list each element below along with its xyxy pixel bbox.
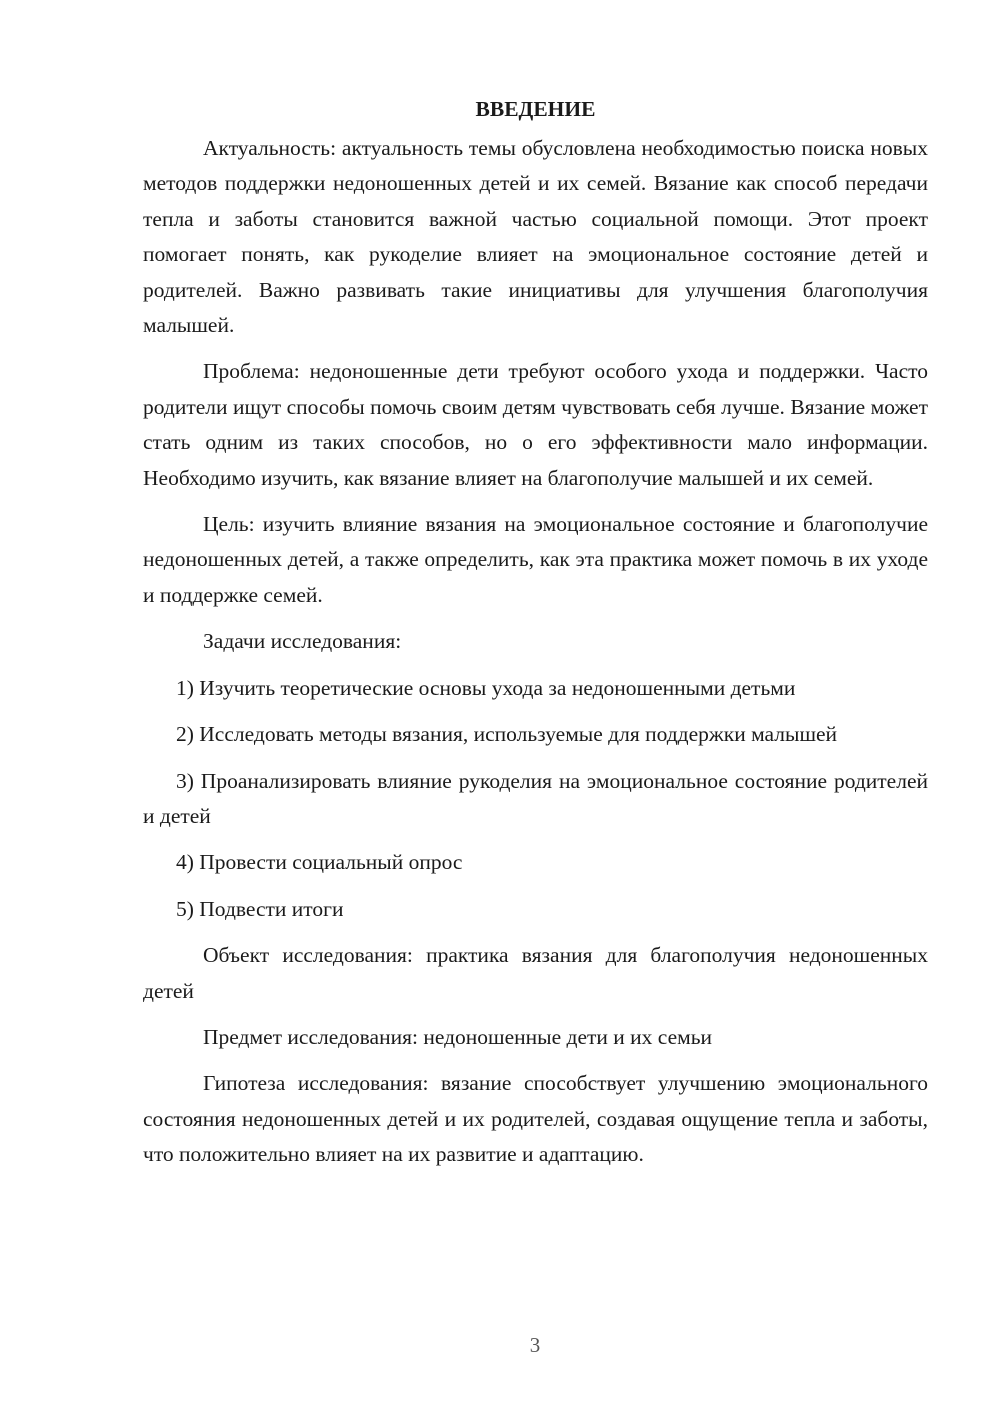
task-item-3: 3) Проанализировать влияние рукоделия на эмоциональное состояние родителей и детей: [143, 768, 928, 828]
task-item-5: 5) Подвести итоги: [176, 896, 344, 921]
paragraph-subject: Предмет исследования: недоношенные дети и их семьи: [203, 1024, 713, 1049]
paragraph-tasks-heading: Задачи исследования:: [203, 629, 402, 654]
paragraph-hypothesis: Гипотеза исследования: вязание способствует улучшению эмоционального состояния недоношенных детей и их родителей, создавая ощущение тепла и заботы, что положительно влияет на их развитие и адаптацию.: [143, 1071, 928, 1167]
page-number: 3: [529, 1333, 541, 1357]
paragraph-goal: Цель: изучить влияние вязания на эмоциональное состояние и благополучие недоношенных детей, а также определить, как эта практика может помочь в их уходе и поддержке семей.: [143, 512, 928, 607]
task-item-1: 1) Изучить теоретические основы ухода за недоношенными детьми: [176, 675, 796, 700]
task-item-4: 4) Провести социальный опрос: [176, 850, 463, 875]
page-title: ВВЕДЕНИЕ: [475, 97, 596, 121]
document-page: [143, 92, 928, 1184]
paragraph-object: Объект исследования: практика вязания для благополучия недоношенных детей: [143, 943, 928, 1003]
task-item-2: 2) Исследовать методы вязания, используемые для поддержки малышей: [176, 722, 838, 747]
paragraph-problem: Проблема: недоношенные дети требуют особого ухода и поддержки. Часто родители ищут способы помочь своим детям чувствовать себя лучше. Вязание может стать одним из таких способов, но о его эффективности мало информации. Необходимо изучить, как вязание влияет на благополучие малышей и их семей.: [143, 359, 928, 490]
paragraph-relevance: Актуальность: актуальность темы обусловлена необходимостью поиска новых методов поддержки недоношенных детей и их семей. Вязание как способ передачи тепла и заботы становится важной частью социальной помощи. Этот проект помогает понять, как рукоделие влияет на эмоциональное состояние детей и родителей. Важно развивать такие инициативы для улучшения благополучия малышей.: [143, 136, 928, 338]
